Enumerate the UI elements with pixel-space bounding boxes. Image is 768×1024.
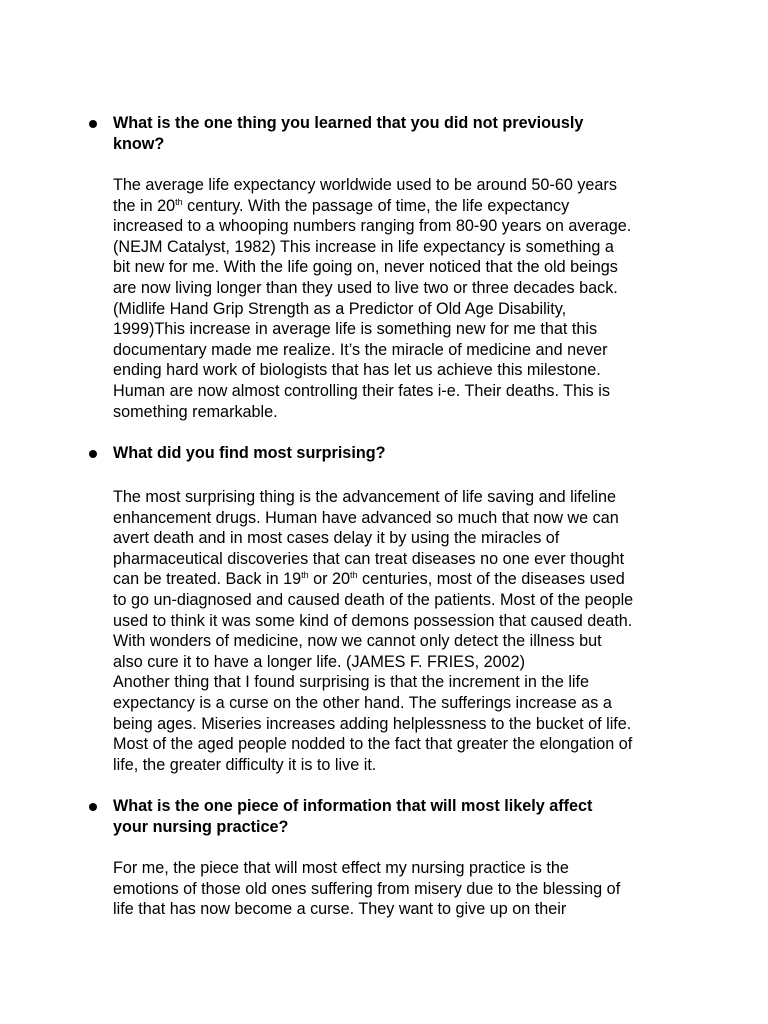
- answer-2-line: being ages. Miseries increases adding helplessness to the bucket of life.: [113, 714, 632, 733]
- answer-1-line: documentary made me realize. It’s the miracle of medicine and never: [113, 340, 608, 359]
- answer-2-line: to go un-diagnosed and caused death of the patients. Most of the people: [113, 590, 634, 609]
- answer-2: [113, 487, 689, 775]
- answer-1-line: increased to a whooping numbers ranging from 80-90 years on average.: [113, 217, 632, 236]
- answer-1-line: something remarkable.: [113, 402, 278, 421]
- answer-2-line: can be treated. Back in 19th or 20th centuries, most of the diseases used: [113, 570, 625, 589]
- answer-3-line: life that has now become a curse. They want to give up on their: [113, 900, 567, 919]
- answer-2-line: pharmaceutical discoveries that can treat diseases no one ever thought: [113, 549, 625, 568]
- question-1: [113, 113, 673, 154]
- bullet-icon: [89, 120, 97, 128]
- answer-1-line: 1999)This increase in average life is something new for me that this: [113, 320, 598, 339]
- answer-1-line: ending hard work of biologists that has let us achieve this milestone.: [113, 361, 601, 380]
- answer-2-line: Another thing that I found surprising is that the increment in the life: [113, 673, 590, 692]
- answer-1-line: the in 20th century. With the passage of time, the life expectancy: [113, 196, 570, 215]
- answer-1-line: (Midlife Hand Grip Strength as a Predictor of Old Age Disability,: [113, 299, 567, 318]
- answer-2-line: Most of the aged people nodded to the fact that greater the elongation of: [113, 735, 633, 754]
- answer-2-line: expectancy is a curse on the other hand. The sufferings increase as a: [113, 693, 612, 712]
- answer-2-line: used to think it was some kind of demons possession that caused death.: [113, 611, 633, 630]
- question-1-line-2: know?: [113, 134, 165, 153]
- answer-1-line: bit new for me. With the life going on, never noticed that the old beings: [113, 258, 618, 277]
- answer-2-line: also cure it to have a longer life. (JAMES F. FRIES, 2002): [113, 652, 526, 671]
- answer-2-line: With wonders of medicine, now we cannot only detect the illness but: [113, 632, 602, 651]
- question-3-line-2: your nursing practice?: [113, 817, 289, 836]
- answer-2-line: enhancement drugs. Human have advanced so much that now we can: [113, 508, 619, 527]
- answer-2-line: life, the greater difficulty it is to live it.: [113, 755, 377, 774]
- question-1-line-1: What is the one thing you learned that you did not previously: [113, 114, 584, 132]
- answer-1-line: are now living longer than they used to live two or three decades back.: [113, 278, 618, 297]
- answer-1-line: (NEJM Catalyst, 1982) This increase in life expectancy is something a: [113, 237, 614, 256]
- bullet-icon: [89, 803, 97, 811]
- answer-2-line: The most surprising thing is the advancement of life saving and lifeline: [113, 488, 616, 506]
- answer-3: [113, 858, 689, 920]
- answer-1-line: Human are now almost controlling their fates i-e. Their deaths. This is: [113, 381, 610, 400]
- answer-3-line: emotions of those old ones suffering from misery due to the blessing of: [113, 879, 621, 898]
- question-3-line-1: What is the one piece of information that will most likely affect: [113, 797, 593, 815]
- bullet-icon: [89, 450, 97, 458]
- question-3: [113, 796, 673, 837]
- question-2: What did you find most surprising?: [113, 444, 386, 462]
- answer-2-line: avert death and in most cases delay it by using the miracles of: [113, 529, 560, 548]
- answer-1-line: The average life expectancy worldwide used to be around 50-60 years: [113, 176, 617, 194]
- answer-1: [113, 175, 689, 422]
- answer-3-line: For me, the piece that will most effect my nursing practice is the: [113, 859, 569, 877]
